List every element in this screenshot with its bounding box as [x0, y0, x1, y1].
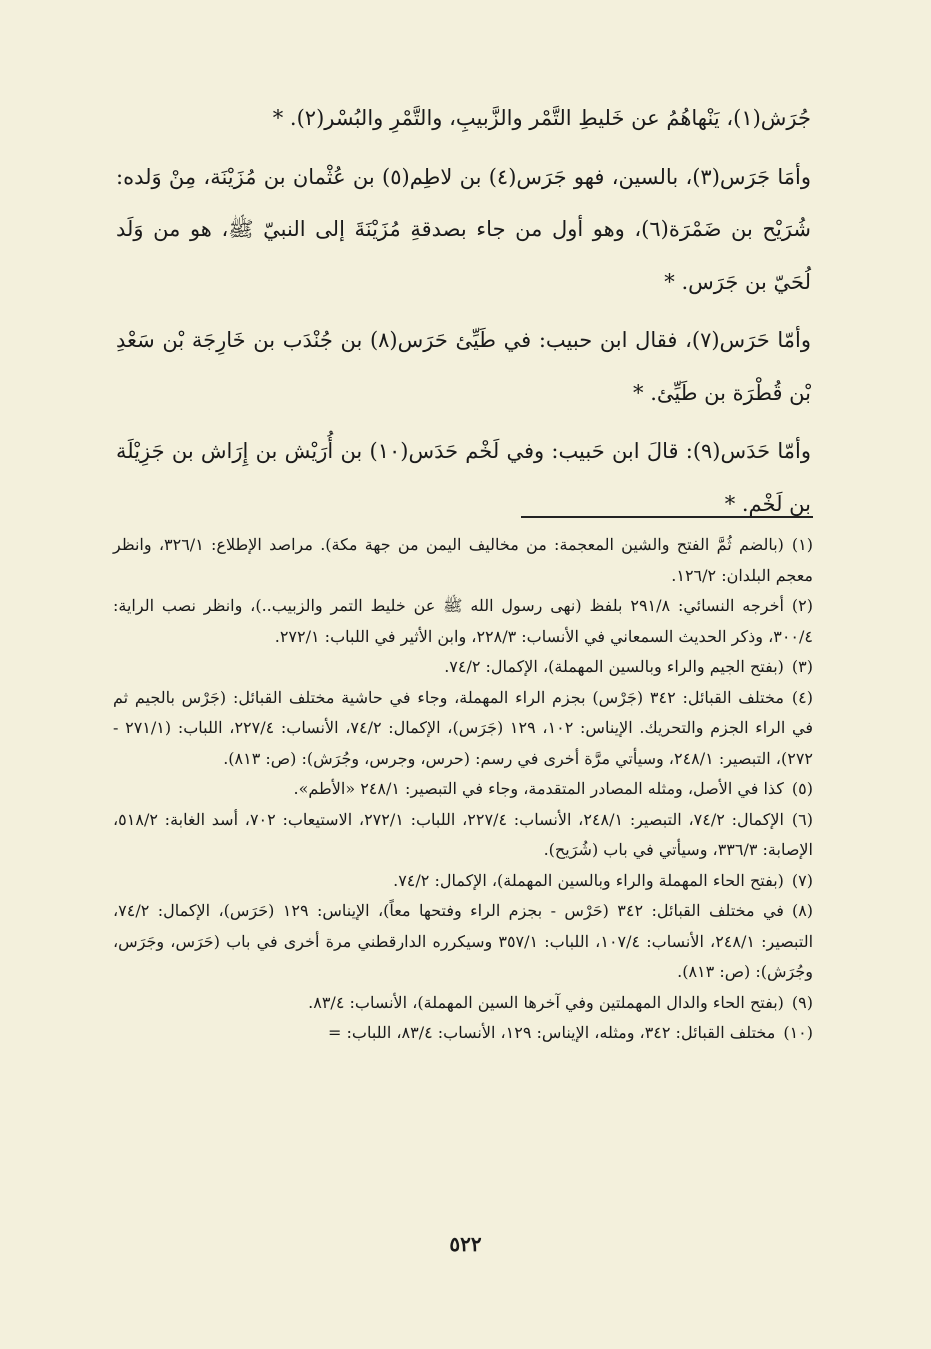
footnote	[113, 988, 813, 1019]
footnote	[113, 683, 813, 775]
footnote-number: (٩)	[791, 992, 813, 1012]
footnote-text: كذا في الأصل، ومثله المصادر المتقدمة، وجاء في التبصير: ٢٤٨/١ «الأطم».	[293, 779, 784, 798]
main-text	[116, 92, 811, 530]
footnote-text: (بفتح الجيم والراء وبالسين المهملة)، الإكمال: ٧٤/٢.	[444, 657, 784, 676]
footnote-text: في مختلف القبائل: ٣٤٢ (حَرْس - بجزم الراء وفتحها معاً)، الإيناس: ١٢٩ (حَرَس)، الإكمال: ٧٤/٢، التبصير: ٢٤٨/١، الأنساب: ١٠٧/٤، اللباب: ٣٥٧/١ وسيكرره الدارقطني مرة أخرى في باب (حَرَس، وجَرَس، وجُرَش): (ص: ٨١٣).	[113, 901, 814, 981]
paragraph: وأمّا حَدَس(٩): قالَ ابن حَبيب: وفي لَخْم حَدَس(١٠) بن أُرَيْش بن إِرَاش بن جَزِيْلَة بن لَخْم. *	[116, 439, 811, 516]
footnote-number: (١)	[791, 535, 814, 554]
footnote-number: (١٠)	[783, 1023, 813, 1042]
footnote-text: مختلف القبائل: ٣٤٢، ومثله، الإيناس: ١٢٩، الأنساب: ٨٣/٤، اللباب: =	[328, 1023, 776, 1042]
footnote-number: (٥)	[791, 779, 813, 798]
paragraph: وأمّا حَرَس(٧)، فقال ابن حبيب: في طَيِّئ حَرَس(٨) بن جُنْدَب بن خَارِجَة بْن سَعْدِ بْن قُطْرَة بن طَيِّئ. *	[116, 328, 812, 405]
footnote	[113, 896, 813, 988]
footnote	[113, 652, 813, 683]
footnote	[113, 591, 813, 652]
footnote-number: (٢)	[791, 596, 813, 615]
footnote-number: (٤)	[791, 687, 813, 707]
footnote-text: أخرجه النسائي: ٢٩١/٨ بلفظ (نهى رسول الله ﷺ عن خليط التمر والزبيب..)، وانظر نصب الراية: ٣٠٠/٤، وذكر الحديث السمعاني في الأنساب: ٢٢٨/٣، وابن الأثير في اللباب: ٢٧٢/١.	[113, 596, 813, 646]
footnote-number: (٧)	[791, 870, 813, 890]
footnote-number: (٨)	[791, 901, 814, 920]
footnote-text: (بفتح الحاء والدال المهملتين وفي آخرها السين المهملة)، الأنساب: ٨٣/٤.	[308, 992, 784, 1012]
footnote-separator	[521, 516, 813, 518]
paragraph: وأمَا جَرَس(٣)، بالسين، فهو جَرَس(٤) بن لاطِم(٥) بن عُثْمان بن مُزَيْنَة، مِنْ وَلده: شُرَيْح بن ضَمْرَة(٦)، وهو أول من جاء بصدقةِ مُزَيْنَةَ إلى النبيّ ﷺ، هو من وَلَد لُحَيّ بن جَرَس. *	[116, 164, 811, 294]
page-number: ٥٢٢	[449, 1232, 482, 1256]
footnote	[113, 805, 813, 866]
footnote-text: مختلف القبائل: ٣٤٢ (جَرْس) بجزم الراء المهملة، وجاء في حاشية مختلف القبائل: (جَرْس بالجيم ثم في الراء الجزم والتحريك. الإيناس: ١٠٢، ١٢٩ (جَرَس)، الإكمال: ٧٤/٢، الأنساب: ٢٢٧/٤، اللباب: (٢٧١/١ - ٢٧٢)، التبصير: ٢٤٨/١، وسيأتي مرَّة أخرى في رسم: (حرس، وجرس، وجُرَش): (ص: ٨١٣).	[113, 687, 814, 768]
footnote	[113, 866, 813, 897]
footnote	[113, 530, 813, 591]
footnote	[113, 1018, 813, 1049]
footnote-number: (٣)	[791, 657, 813, 676]
footnote-text: الإكمال: ٧٤/٢، التبصير: ٢٤٨/١، الأنساب: ٢٢٧/٤، اللباب: ٢٧٢/١، الاستيعاب: ٧٠٢، أسد الغابة: ٥١٨/٢، الإصابة: ٣٣٦/٣، وسيأتي في باب (شُرَيح).	[113, 809, 813, 859]
footnote-text: (بالضم ثُمَّ الفتح والشين المعجمة: من مخاليف اليمن من جهة مكة). مراصد الإطلاع: ٣٢٦/١، وانظر معجم البلدان: ١٢٦/٢.	[113, 535, 813, 585]
footnote-text: (بفتح الحاء المهملة والراء وبالسين المهملة)، الإكمال: ٧٤/٢.	[393, 870, 784, 890]
footnote-number: (٦)	[791, 809, 813, 829]
footnote	[113, 774, 813, 805]
paragraph: جُرَش(١)، يَنْهاهُمُ عن خَليطِ التَّمْر والزَّبيبِ، والتَّمْرِ والبُسْر(٢). *	[272, 106, 811, 130]
footnotes	[113, 530, 813, 1049]
